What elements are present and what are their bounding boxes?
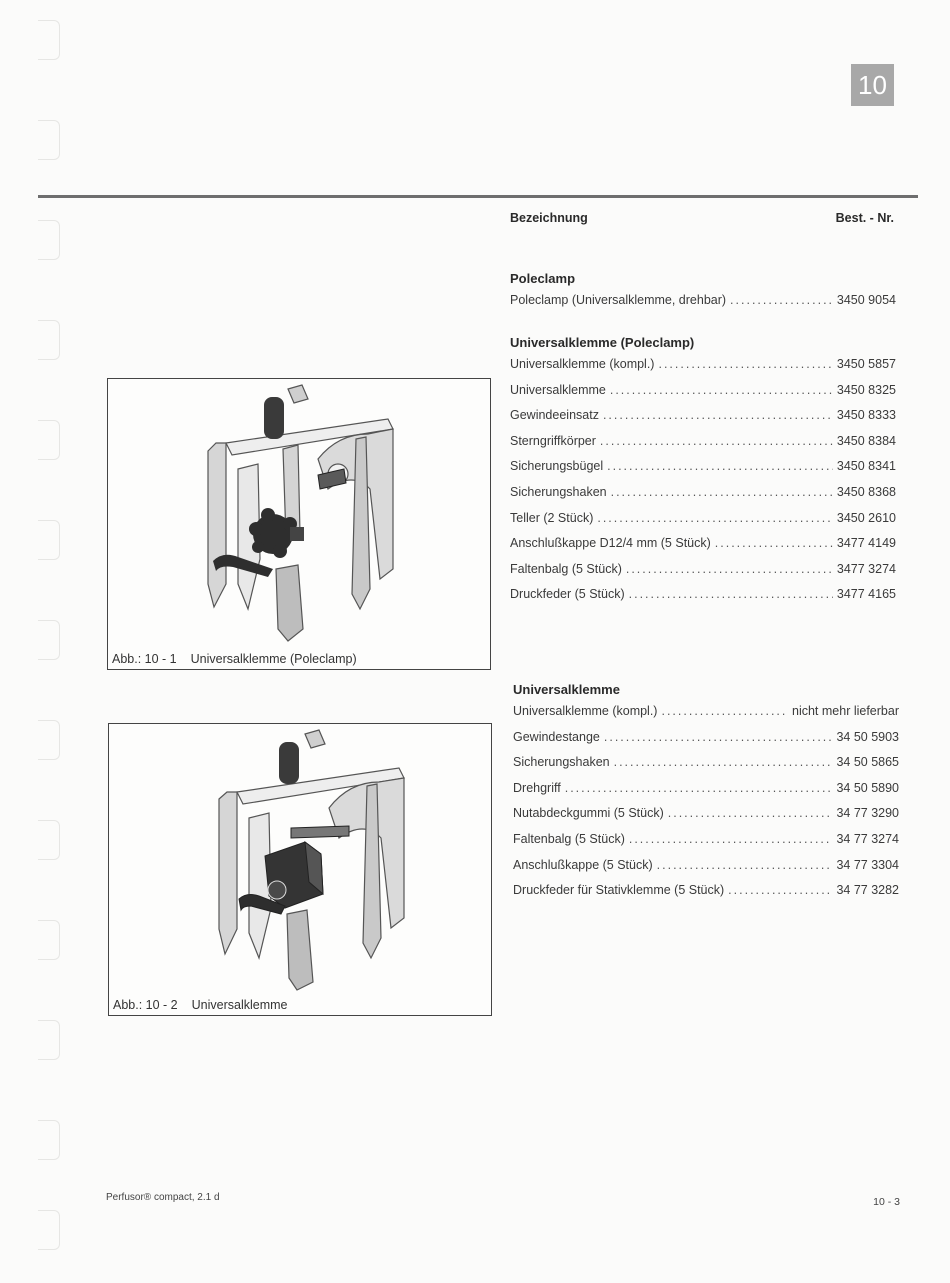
part-row: Sicherungshaken ..... 3450 8368 — [510, 485, 896, 511]
figure-poleclamp — [107, 378, 491, 670]
part-row: Gewindestange ..... 34 50 5903 — [513, 730, 899, 756]
part-row: Faltenbalg (5 Stück) ..... 3477 3274 — [510, 562, 896, 588]
header-rule — [38, 195, 918, 198]
part-row: Sicherungsbügel ..... 3450 8341 — [510, 459, 896, 485]
footer-page-number: 10 - 3 — [873, 1196, 900, 1208]
part-row: Druckfeder für Stativklemme (5 Stück) ..... 34 77 3282 — [513, 883, 899, 909]
part-row: Gewindeeinsatz ..... 3450 8333 — [510, 408, 896, 434]
section-title: Poleclamp — [510, 271, 576, 286]
part-row: Anschlußkappe D12/4 mm (5 Stück) ..... 3477 4149 — [510, 536, 896, 562]
footer-product: Perfusor® compact, 2.1 d — [106, 1192, 220, 1203]
clamp-illustration — [108, 379, 492, 671]
column-header-number: Best. - Nr. — [835, 211, 894, 225]
section-universalklemme — [513, 682, 899, 909]
part-row: Faltenbalg (5 Stück) ..... 34 77 3274 — [513, 832, 899, 858]
section-poleclamp — [510, 271, 896, 319]
section-title: Universalklemme (Poleclamp) — [510, 335, 695, 350]
part-row: Universalklemme (kompl.) ..... nicht mehr lieferbar — [513, 704, 899, 730]
part-row: Drehgriff ..... 34 50 5890 — [513, 781, 899, 807]
part-row: Universalklemme ..... 3450 8325 — [510, 383, 896, 409]
section-title: Universalklemme — [513, 682, 620, 697]
part-row: Sicherungshaken ..... 34 50 5865 — [513, 755, 899, 781]
column-header-name: Bezeichnung — [510, 211, 588, 225]
figure-caption: Abb.: 10 - 1 Universalklemme (Poleclamp) — [112, 652, 357, 666]
part-row: Anschlußkappe (5 Stück) ..... 34 77 3304 — [513, 858, 899, 884]
binder-holes — [38, 20, 68, 1260]
part-row: Druckfeder (5 Stück) ..... 3477 4165 — [510, 587, 896, 613]
section-universalklemme-poleclamp — [510, 335, 896, 613]
figure-universalklemme — [108, 723, 492, 1016]
figure-caption: Abb.: 10 - 2 Universalklemme — [113, 998, 288, 1012]
part-row: Poleclamp (Universalklemme, drehbar) ..... 3450 9054 — [510, 293, 896, 319]
clamp-illustration — [109, 724, 493, 1017]
part-row: Teller (2 Stück) ..... 3450 2610 — [510, 511, 896, 537]
part-row: Sterngriffkörper ..... 3450 8384 — [510, 434, 896, 460]
part-row: Nutabdeckgummi (5 Stück) ..... 34 77 3290 — [513, 806, 899, 832]
chapter-tab: 10 — [851, 64, 894, 106]
part-row: Universalklemme (kompl.) ..... 3450 5857 — [510, 357, 896, 383]
